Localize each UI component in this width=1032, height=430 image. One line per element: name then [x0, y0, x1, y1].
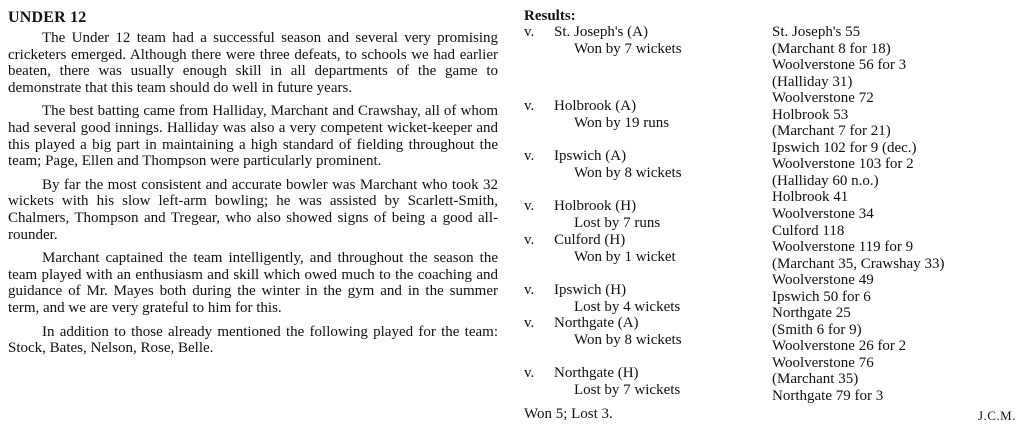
opponent: Northgate (H)	[554, 365, 639, 381]
match-outcome: Won by 7 wickets	[574, 40, 682, 57]
score-line: Woolverstone 34	[772, 206, 874, 223]
opponent: Northgate (A)	[554, 315, 639, 331]
season-summary: Won 5; Lost 3.	[524, 406, 613, 422]
score-line: Northgate 25	[772, 305, 851, 322]
opponent: Holbrook (H)	[554, 198, 637, 214]
match-outcome: Won by 8 wickets	[574, 164, 682, 181]
paragraph: The best batting came from Halliday, Marchant and Crawshay, all of whom had several good innings. Halliday was also a very competent wicket-keeper and this played a big part in maintaining a high standard of fielding throughout the team; Page, Ellen and Thompson were particularly prominent.	[8, 103, 498, 170]
match-outcome: Lost by 7 runs	[574, 214, 661, 231]
score-line: Woolverstone 56 for 3	[772, 57, 907, 74]
opponent: Ipswich (A)	[554, 148, 627, 164]
paragraph: The Under 12 team had a successful season and several very promising cricketers emerged. Although there were three defeats, to schools we had earlier beaten, there was usually enough skill in all departments of the game to demonstrate that this team should do well in future years.	[8, 30, 498, 96]
versus-label: v.	[524, 315, 535, 331]
score-line: (Halliday 31)	[772, 73, 853, 90]
versus-label: v.	[524, 365, 535, 381]
score-line: (Smith 6 for 9)	[772, 321, 862, 338]
versus-label: v.	[524, 98, 535, 114]
versus-label: v.	[524, 24, 535, 40]
opponent: Ipswich (H)	[554, 282, 627, 298]
scores-list	[772, 24, 1022, 405]
versus-label: v.	[524, 148, 535, 164]
match-outcome: Won by 8 wickets	[574, 331, 682, 348]
opponent: St. Joseph's (A)	[554, 24, 648, 40]
match-entry	[524, 232, 764, 265]
score-line: Holbrook 53	[772, 106, 849, 123]
score-line: (Marchant 8 for 18)	[772, 40, 891, 57]
match-entry	[524, 365, 764, 398]
paragraph: By far the most consistent and accurate bowler was Marchant who took 32 wickets with his slow left-arm bowling; he was assisted by Scarlett-Smith, Chalmers, Thompson and Tregear, who also showed signs of being a good all-rounder.	[8, 176, 498, 243]
score-line: Culford 118	[772, 222, 845, 239]
match-entry	[524, 148, 764, 181]
score-line: Woolverstone 49	[772, 272, 874, 289]
score-line: (Halliday 60 n.o.)	[772, 172, 879, 189]
score-line: (Marchant 35)	[772, 371, 859, 388]
versus-label: v.	[524, 282, 535, 298]
opponent: Holbrook (A)	[554, 98, 637, 114]
score-line: Ipswich 102 for 9 (dec.)	[772, 139, 917, 156]
match-entry	[524, 98, 764, 131]
score-line: (Marchant 7 for 21)	[772, 123, 891, 140]
score-line: Woolverstone 103 for 2	[772, 156, 914, 173]
paragraph: Marchant captained the team intelligently, and throughout the season the team played with an enthusiasm and skill which owed much to the coaching and guidance of Mr. Mayes both during the winter in the gym and in the summer term, and we are very grateful to him for this.	[8, 250, 498, 316]
match-entry	[524, 315, 764, 348]
match-outcome: Lost by 7 wickets	[574, 381, 681, 398]
match-outcome: Won by 1 wicket	[574, 248, 676, 265]
score-line: Northgate 79 for 3	[772, 388, 884, 405]
versus-label: v.	[524, 198, 535, 214]
score-line: Woolverstone 119 for 9	[772, 239, 914, 256]
results-heading: Results:	[524, 8, 576, 24]
match-entry	[524, 24, 764, 57]
opponent: Culford (H)	[554, 232, 626, 248]
match-entry	[524, 198, 764, 231]
versus-label: v.	[524, 232, 535, 248]
score-line: Woolverstone 72	[772, 90, 874, 107]
results-column	[524, 8, 1024, 428]
score-line: Woolverstone 26 for 2	[772, 338, 907, 355]
report-column	[8, 8, 498, 364]
score-line: (Marchant 35, Crawshay 33)	[772, 255, 945, 272]
author-initials: J.C.M.	[977, 408, 1016, 423]
paragraph: In addition to those already mentioned the following played for the team: Stock, Bates, Nelson, Rose, Belle.	[8, 323, 498, 357]
match-outcome: Lost by 4 wickets	[574, 298, 681, 315]
score-line: Holbrook 41	[772, 189, 849, 206]
score-line: St. Joseph's 55	[772, 24, 861, 40]
match-entry	[524, 282, 764, 315]
section-heading: UNDER 12	[8, 9, 87, 26]
match-outcome: Won by 19 runs	[574, 114, 670, 131]
score-line: Woolverstone 76	[772, 354, 874, 371]
score-line: Ipswich 50 for 6	[772, 288, 871, 305]
